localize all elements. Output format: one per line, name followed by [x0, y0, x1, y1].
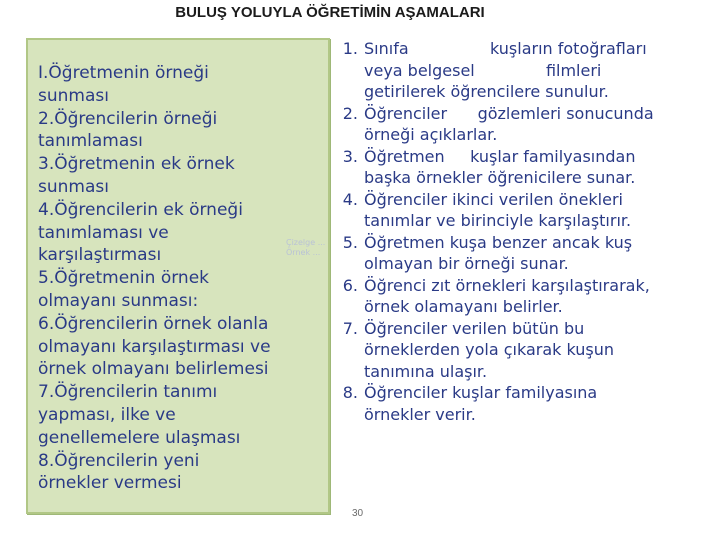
step-text: veya belgesel filmleri — [364, 60, 602, 80]
step-number — [330, 296, 364, 318]
right-step-line — [330, 339, 710, 361]
step-text: getirilerek öğrencilere sunulur. — [364, 82, 609, 101]
step-number — [330, 210, 364, 232]
step-number: 7. — [342, 318, 358, 338]
left-step-line: karşılaştırması — [38, 245, 162, 266]
step-text: Öğrenciler kuşlar familyasına — [364, 383, 598, 402]
right-step-line — [330, 167, 710, 189]
right-step-line — [330, 382, 710, 404]
left-step-line: sunması — [38, 85, 109, 106]
step-number: 1. — [342, 39, 358, 58]
right-step-line — [330, 124, 710, 146]
left-step-line: 8.Öğrencilerin yeni — [38, 450, 200, 471]
step-number: 2. — [342, 103, 358, 123]
step-number — [330, 339, 364, 361]
step-number — [330, 60, 364, 82]
right-steps-list — [330, 38, 710, 425]
left-step-line: yapması, ilke ve — [38, 404, 176, 425]
step-text: örneklerden yola çıkarak kuşun — [364, 340, 615, 359]
step-text: Öğrenciler ikinci verilen önekleri — [364, 189, 623, 209]
left-step-line: 2.Öğrencilerin örneği — [38, 108, 218, 129]
right-step-line — [330, 253, 710, 275]
step-number — [330, 124, 364, 146]
right-step-line — [330, 361, 710, 383]
step-text: örneği açıklarlar. — [364, 125, 498, 144]
left-step-line: 7.Öğrencilerin tanımı — [38, 382, 218, 403]
right-step-line — [330, 210, 710, 232]
step-text: Öğretmen kuşlar familyasından — [364, 146, 636, 166]
left-steps-list — [38, 62, 338, 495]
right-step-line — [330, 318, 710, 340]
right-step-line — [330, 275, 710, 297]
step-text: örnek olamayanı belirler. — [364, 297, 563, 316]
faint-overlay-text — [286, 238, 325, 258]
right-step-line — [330, 232, 710, 254]
step-number: 3. — [342, 146, 358, 166]
right-step-line — [330, 60, 710, 82]
page-title: BULUŞ YOLUYLA ÖĞRETİMİN AŞAMALARI — [175, 4, 485, 21]
left-step-line: olmayanı karşılaştırması ve — [38, 336, 271, 357]
step-text: Öğrenci zıt örnekleri karşılaştırarak, — [364, 275, 650, 295]
faint-line: Örnek ... — [286, 248, 321, 257]
step-text: Öğretmen kuşa benzer ancak kuş — [364, 232, 633, 252]
step-text: tanımına ulaşır. — [364, 361, 488, 381]
step-number: 4. — [342, 189, 358, 209]
right-step-line — [330, 404, 710, 426]
step-text: Öğrenciler gözlemleri sonucunda — [364, 103, 654, 123]
step-text: Öğrenciler verilen bütün bu — [364, 318, 585, 338]
left-step-line: sunması — [38, 176, 109, 197]
page-number: 30 — [352, 508, 364, 519]
step-number: 8. — [342, 383, 358, 402]
left-step-line: genellemelere ulaşması — [38, 427, 241, 448]
step-text: olmayan bir örneği sunar. — [364, 254, 569, 273]
left-step-line: tanımlaması ve — [38, 222, 169, 243]
right-step-line — [330, 38, 710, 60]
left-step-line: 4.Öğrencilerin ek örneği — [38, 199, 243, 220]
faint-line: Çizelge ... — [286, 238, 326, 247]
step-text: başka örnekler öğrenicilere sunar. — [364, 168, 636, 187]
step-text: tanımlar ve birinciyle karşılaştırır. — [364, 211, 632, 230]
right-step-line — [330, 296, 710, 318]
left-step-line: 6.Öğrencilerin örnek olanla — [38, 313, 269, 334]
step-number — [330, 404, 364, 426]
left-step-line: olmayanı sunması: — [38, 290, 199, 311]
left-step-line: I.Öğretmenin örneği — [38, 63, 209, 83]
step-number: 5. — [342, 232, 358, 252]
left-step-line: 3.Öğretmenin ek örnek — [38, 154, 235, 175]
right-step-line — [330, 146, 710, 168]
step-text: örnekler verir. — [364, 404, 476, 424]
left-step-line: örnek olmayanı belirlemesi — [38, 359, 269, 380]
step-number — [330, 361, 364, 383]
right-step-line — [330, 81, 710, 103]
right-step-line — [330, 189, 710, 211]
step-number — [330, 81, 364, 103]
step-number — [330, 253, 364, 275]
step-number — [330, 167, 364, 189]
step-text: Sınıfa kuşların fotoğrafları — [364, 39, 647, 58]
step-number: 6. — [342, 275, 358, 295]
left-step-line: tanımlaması — [38, 131, 143, 152]
left-step-line: 5.Öğretmenin örnek — [38, 268, 209, 289]
right-step-line — [330, 103, 710, 125]
left-step-line: örnekler vermesi — [38, 473, 182, 494]
